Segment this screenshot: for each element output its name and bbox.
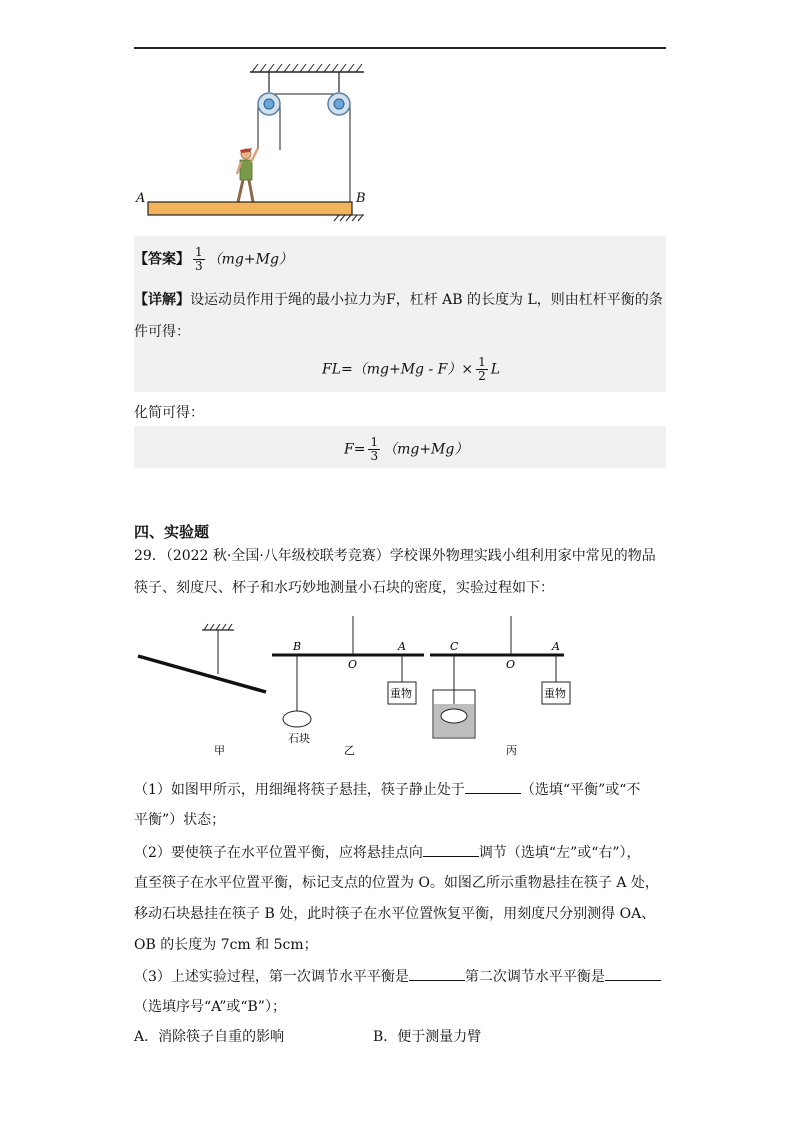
question-line-2: 筷子、刻度尺、杯子和水巧妙地测量小石块的密度，实验过程如下： xyxy=(134,580,554,596)
answer-line xyxy=(134,246,293,273)
detail-text-2: 件可得： xyxy=(134,324,190,340)
result-right: （mg+Mg） xyxy=(383,441,469,458)
equation-right: L xyxy=(490,361,501,378)
part2-line-1 xyxy=(134,842,641,863)
part1-text-b: （选填“平衡”或“不 xyxy=(520,782,641,798)
detail-label: 【详解】 xyxy=(134,292,190,308)
header-rule xyxy=(134,47,666,49)
answer-expression: （mg+Mg） xyxy=(207,251,293,268)
part2-text-b: 调节（选填“左”或“右”）， xyxy=(478,845,641,861)
question-line-1: 29．（2022 秋·全国·八年级校联考竞赛）学校课外物理实践小组利用家中常见的物品 xyxy=(134,548,656,564)
option-B: B．便于测量力臂 xyxy=(373,1029,482,1045)
part3-line-1 xyxy=(134,966,661,987)
part2-line-4: OB 的长度为 7cm 和 5cm； xyxy=(134,937,318,953)
answer-label: 【答案】 xyxy=(134,251,190,268)
simplify-label: 化简可得： xyxy=(134,405,204,421)
detail-text-1: 设运动员作用于绳的最小拉力为F，杠杆 AB 的长度为 L，则由杠杆平衡的条 xyxy=(190,292,663,308)
option-A: A．消除筷子自重的影响 xyxy=(134,1029,285,1045)
label-O-yi: O xyxy=(348,658,358,671)
detail-equation xyxy=(322,356,500,383)
result-frac-den: 3 xyxy=(370,449,379,463)
part2-answer-blank[interactable] xyxy=(423,842,479,857)
part3-text-a: （3）上述实验过程，第一次调节水平平衡是 xyxy=(134,969,409,985)
equation-fraction xyxy=(476,356,488,383)
part1-line-1 xyxy=(134,779,640,800)
chopstick-experiment-figure xyxy=(134,612,574,762)
detail-line-1 xyxy=(134,290,663,310)
result-frac-num: 1 xyxy=(370,435,379,449)
equation-left: FL=（mg+Mg - F）× xyxy=(322,361,474,378)
answer-frac-num: 1 xyxy=(195,245,203,259)
result-fraction xyxy=(368,436,380,463)
part3-blank-first[interactable] xyxy=(409,966,465,981)
part1-text-a: （1）如图甲所示，用细绳将筷子悬挂，筷子静止处于 xyxy=(134,782,465,798)
result-equation xyxy=(344,436,468,463)
label-A-bing: A xyxy=(552,640,560,653)
pulley-lever-figure xyxy=(134,60,374,225)
label-B-yi: B xyxy=(293,640,302,653)
label-A: A xyxy=(136,191,146,206)
label-C-bing: C xyxy=(450,640,459,653)
part3-text-b: 第二次调节水平平衡是 xyxy=(464,969,605,985)
part2-line-2: 直至筷子在水平位置平衡，标记支点的位置为 O。如图乙所示重物悬挂在筷子 A 处， xyxy=(134,875,659,891)
stone-label: 石块 xyxy=(288,732,310,745)
result-left: F= xyxy=(344,441,366,458)
equation-frac-num: 1 xyxy=(478,355,486,369)
label-O-bing: O xyxy=(506,658,516,671)
part1-answer-blank[interactable] xyxy=(465,779,521,794)
part3-blank-second[interactable] xyxy=(605,966,661,981)
part1-line-2: 平衡”）状态； xyxy=(134,812,226,828)
answer-frac-den: 3 xyxy=(195,259,203,273)
caption-yi: 乙 xyxy=(344,744,355,757)
weight-label-bing: 重物 xyxy=(544,687,566,700)
section-title: 四、实验题 xyxy=(134,523,210,541)
part2-text-a: （2）要使筷子在水平位置平衡，应将悬挂点向 xyxy=(134,845,423,861)
label-B: B xyxy=(356,191,366,206)
weight-label-yi: 重物 xyxy=(390,687,412,700)
equation-frac-den: 2 xyxy=(478,369,486,383)
part2-line-3: 移动石块悬挂在筷子 B 处，此时筷子在水平位置恢复平衡，用刻度尺分别测得 OA、 xyxy=(134,906,656,922)
label-A-yi: A xyxy=(398,640,406,653)
caption-jia: 甲 xyxy=(214,744,225,757)
caption-bing: 丙 xyxy=(506,744,517,757)
answer-fraction xyxy=(193,246,205,273)
detail-line-2 xyxy=(134,322,190,342)
part3-line-2: （选填序号“A”或“B”）； xyxy=(134,999,286,1015)
